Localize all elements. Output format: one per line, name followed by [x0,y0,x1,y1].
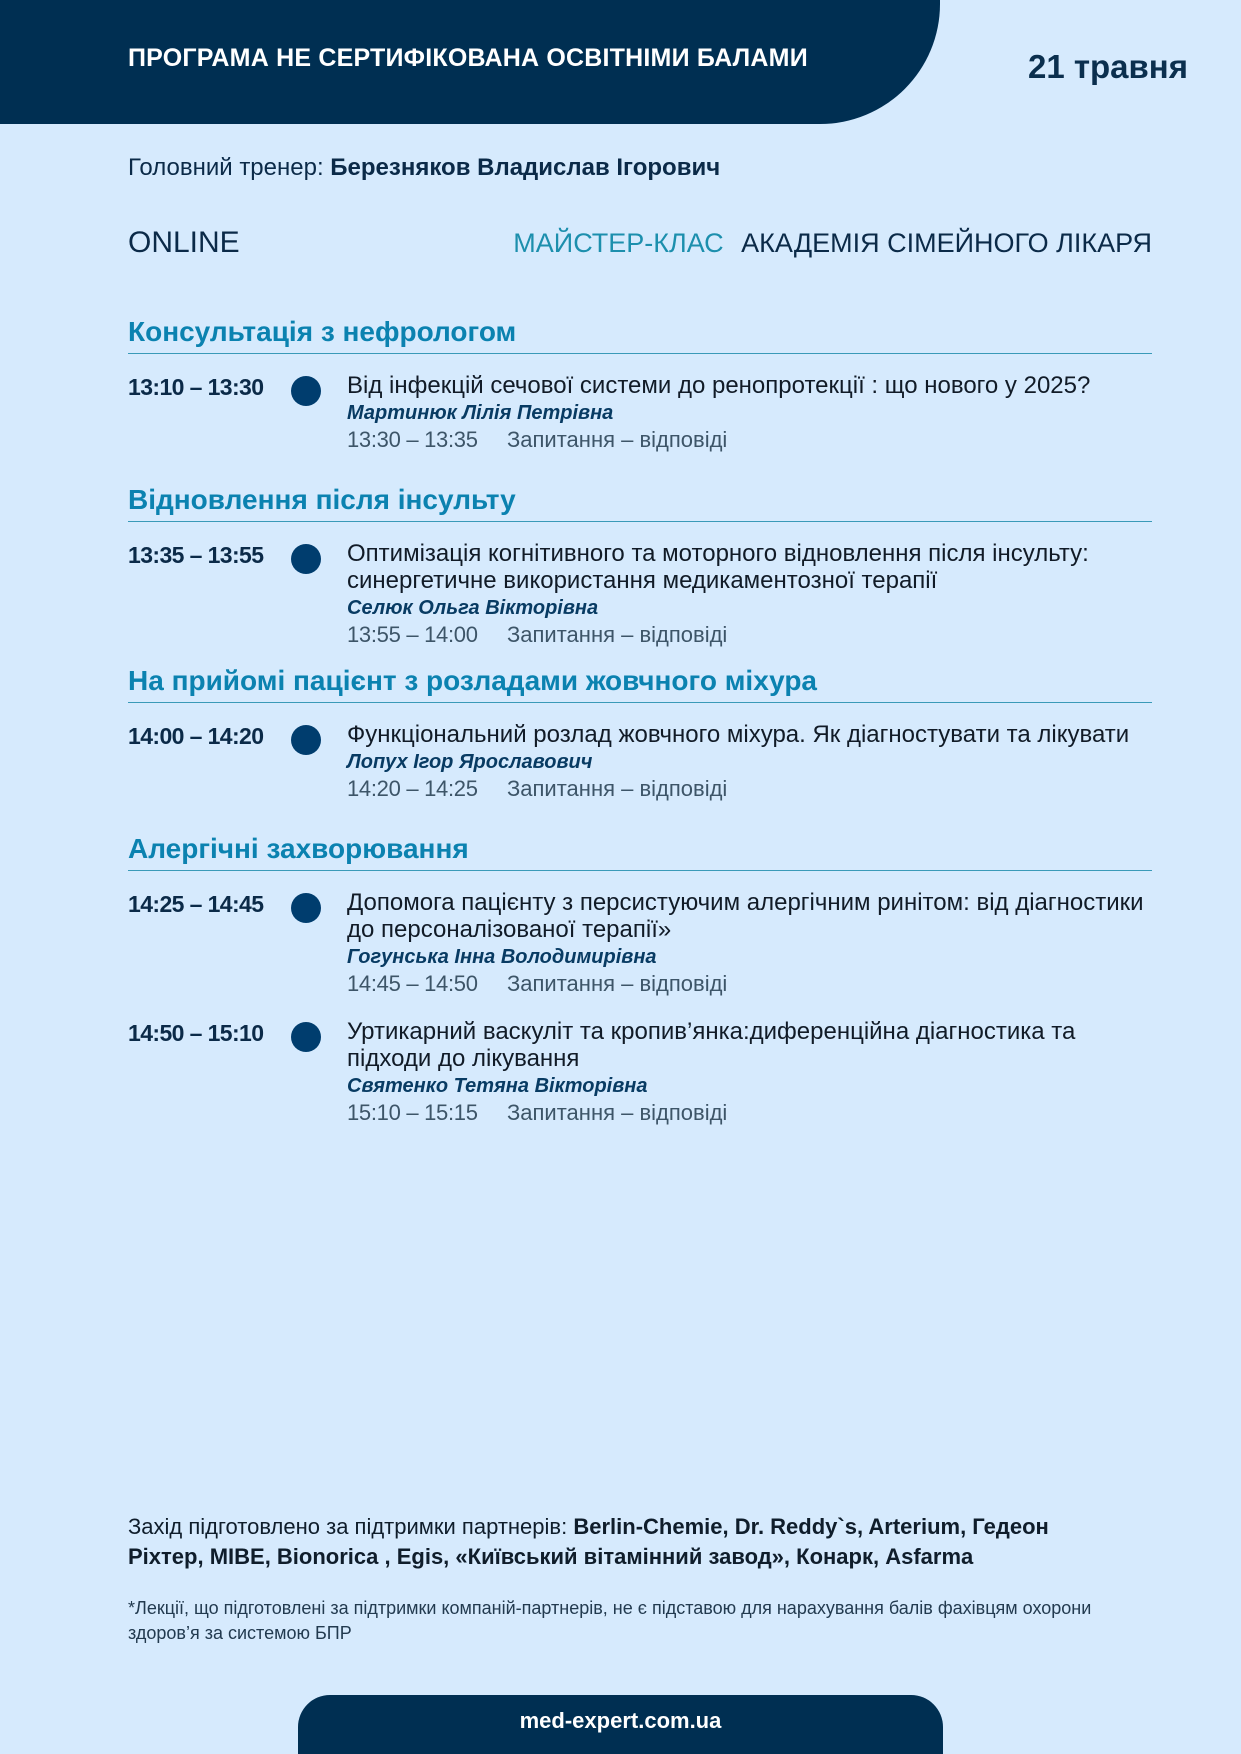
bullet-dot-icon [291,893,321,923]
qa-label: Запитання – відповіді [507,971,728,996]
talk-item [128,717,1152,817]
header-band [0,0,940,124]
program-section [128,484,1152,649]
bullet-dot-icon [291,376,321,406]
talk-time: 13:10 – 13:30 [128,374,264,400]
talk-speaker: Гогунська Інна Володимирівна [347,946,657,968]
talk-time: 14:00 – 14:20 [128,723,264,749]
qa-label: Запитання – відповіді [507,1100,728,1125]
qa-time: 15:10 – 15:15 [347,1100,478,1125]
program-section [128,833,1152,1127]
talk-speaker: Святенко Тетяна Вікторівна [347,1075,648,1097]
qa-line [347,1099,1152,1127]
talk-title: Допомога пацієнту з персистуючим алергічним ринітом: від діагностики до персоналізованої терапії» [347,889,1144,943]
talk-item [128,536,1152,649]
qa-label: Запитання – відповіді [507,776,728,801]
bullet-dot-icon [291,725,321,755]
qa-time: 13:55 – 14:00 [347,622,478,647]
qa-line [347,426,1152,454]
talk-title: Від інфекцій сечової системи до ренопротекції : що нового у 2025? [347,372,1091,399]
masterclass-label: МАЙСТЕР-КЛАС [513,228,724,258]
bullet-dot-icon [291,544,321,574]
trainer-name: Березняков Владислав Ігорович [330,154,721,181]
section-title: Консультація з нефрологом [128,316,1152,354]
talk-speaker: Лопух Ігор Ярославович [347,751,593,773]
head-trainer [128,154,720,182]
partners-label: Захід підготовлено за підтримки партнерів: [128,1514,568,1539]
section-title: На прийомі пацієнт з розладами жовчного міхура [128,665,1152,703]
program-section [128,665,1152,817]
bullet-dot-icon [291,1022,321,1052]
qa-label: Запитання – відповіді [507,622,728,647]
footnote: *Лекції, що підготовлені за підтримки компаній-партнерів, не є підставою для нарахування балів фахівцям охорони здоров’я за системою БПР [128,1598,1092,1643]
talk-title: Оптимізація когнітивного та моторного відновлення після інсульту: синергетичне використання медикаментозної терапії [347,540,1089,594]
talk-time: 14:25 – 14:45 [128,891,264,917]
program-section [128,316,1152,468]
qa-label: Запитання – відповіді [507,427,728,452]
talk-time: 13:35 – 13:55 [128,542,264,568]
masterclass-heading [513,228,1152,259]
footer-band [298,1695,943,1754]
talk-item [128,885,1152,998]
talk-title: Функціональний розлад жовчного міхура. Як діагностувати та лікувати [347,721,1130,748]
program-schedule [128,316,1152,1143]
talk-item [128,1014,1152,1127]
qa-line [347,621,1152,649]
qa-time: 14:20 – 14:25 [347,776,478,801]
section-title: Алергічні захворювання [128,833,1152,871]
partners-note [128,1512,1128,1572]
qa-time: 14:45 – 14:50 [347,971,478,996]
header-title: ПРОГРАМА НЕ СЕРТИФІКОВАНА ОСВІТНІМИ БАЛАМИ [128,44,808,72]
talk-title: Уртикарний васкуліт та кропив’янка:диференційна діагностика та підходи до лікування [347,1018,1076,1072]
event-date: 21 травня [1027,48,1188,85]
trainer-label: Головний тренер: [128,154,324,181]
academy-name: АКАДЕМІЯ СІМЕЙНОГО ЛІКАРЯ [741,228,1152,258]
event-format: ONLINE [128,226,240,259]
qa-line [347,970,1152,998]
qa-line [347,775,1152,803]
footer-website-link[interactable]: med-expert.com.ua [519,1708,722,1733]
partners-names: Berlin-Chemie, Dr. Reddy`s, Arterium, Гедеон Ріхтер, MIBE, Bionorica , Egis, «Київський вітамінний завод», Конарк, Asfarma [128,1514,1049,1569]
qa-time: 13:30 – 13:35 [347,427,478,452]
section-title: Відновлення після інсульту [128,484,1152,522]
talk-speaker: Мартинюк Лілія Петрівна [347,402,614,424]
talk-speaker: Селюк Ольга Вікторівна [347,597,599,619]
talk-item [128,368,1152,468]
talk-time: 14:50 – 15:10 [128,1020,264,1046]
